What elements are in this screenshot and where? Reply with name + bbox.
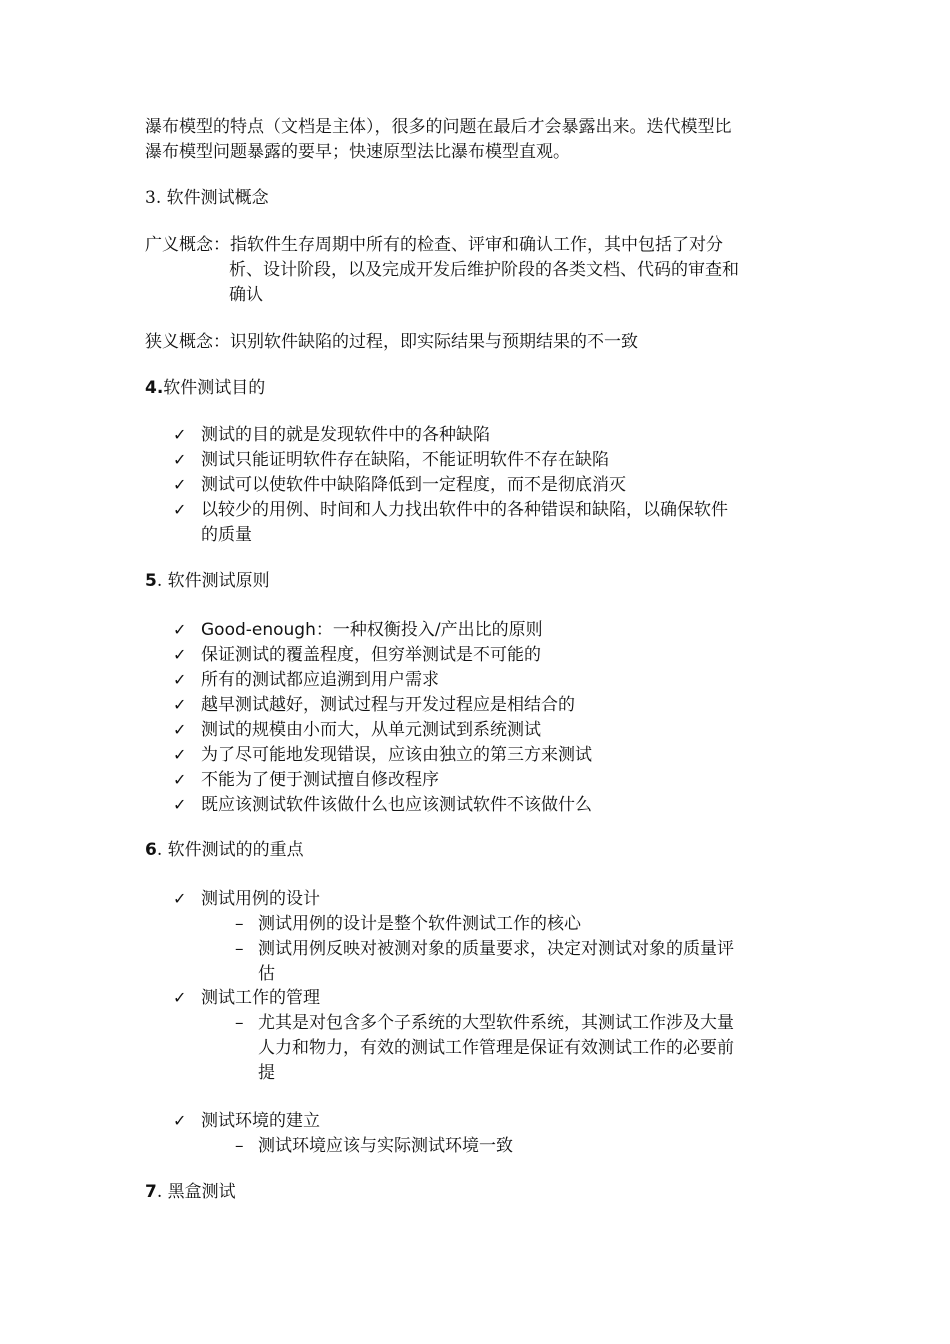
check-icon: ✓	[173, 695, 187, 714]
dash-icon: –	[235, 914, 244, 934]
broad-concept-label: 广义概念：	[145, 235, 230, 255]
section-6-title: . 软件测试的的重点	[156, 840, 304, 860]
sub-list-item: 测试环境应该与实际测试环境一致	[258, 1136, 513, 1156]
list-item: 测试只能证明软件存在缺陷，不能证明软件不存在缺陷	[201, 450, 609, 470]
section-5-heading	[145, 569, 270, 593]
list-item: 所有的测试都应追溯到用户需求	[201, 670, 439, 690]
sub-list-item: 测试用例的设计是整个软件测试工作的核心	[258, 914, 581, 934]
section-5-title: . 软件测试原则	[156, 571, 270, 591]
good-enough-term: Good-enough	[201, 620, 316, 640]
section-5-number: 5	[145, 571, 157, 591]
sub-list-item-continuation: 提	[258, 1063, 275, 1083]
list-item: 为了尽可能地发现错误，应该由独立的第三方来测试	[201, 745, 592, 765]
list-item: 测试环境的建立	[201, 1111, 320, 1131]
check-icon: ✓	[173, 500, 187, 519]
broad-concept-text-1: 指软件生存周期中所有的检查、评审和确认工作，其中包括了对分	[230, 235, 723, 255]
section-3-heading: 3. 软件测试概念	[145, 188, 269, 208]
check-icon: ✓	[173, 988, 187, 1007]
list-item: 测试的目的就是发现软件中的各种缺陷	[201, 425, 490, 445]
list-item: 既应该测试软件该做什么也应该测试软件不该做什么	[201, 795, 592, 815]
check-icon: ✓	[173, 645, 187, 664]
list-item: 测试的规模由小而大，从单元测试到系统测试	[201, 720, 541, 740]
check-icon: ✓	[173, 620, 187, 639]
dash-icon: –	[235, 1136, 244, 1156]
sub-list-item: 测试用例反映对被测对象的质量要求，决定对测试对象的质量评	[258, 939, 734, 959]
list-item: 不能为了便于测试擅自修改程序	[201, 770, 439, 790]
list-item-continuation: 的质量	[201, 525, 252, 545]
check-icon: ✓	[173, 745, 187, 764]
sub-list-item-continuation: 估	[258, 964, 275, 984]
broad-concept-text-2: 析、设计阶段，以及完成开发后维护阶段的各类文档、代码的审查和	[229, 260, 739, 280]
sub-list-item-continuation: 人力和物力，有效的测试工作管理是保证有效测试工作的必要前	[258, 1038, 734, 1058]
dash-icon: –	[235, 939, 244, 959]
list-item: 测试工作的管理	[201, 988, 320, 1008]
check-icon: ✓	[173, 889, 187, 908]
check-icon: ✓	[173, 720, 187, 739]
broad-concept-text-3: 确认	[229, 285, 263, 305]
check-icon: ✓	[173, 670, 187, 689]
list-item: 保证测试的覆盖程度，但穷举测试是不可能的	[201, 645, 541, 665]
check-icon: ✓	[173, 770, 187, 789]
list-item: 越早测试越好，测试过程与开发过程应是相结合的	[201, 695, 575, 715]
list-item	[201, 618, 543, 642]
section-6-heading	[145, 838, 304, 862]
broad-concept	[145, 233, 723, 257]
good-enough-desc: ：一种权衡投入/产出比的原则	[315, 620, 543, 640]
section-7-title: . 黑盒测试	[156, 1182, 236, 1202]
check-icon: ✓	[173, 1111, 187, 1130]
section-7-heading	[145, 1180, 236, 1204]
intro-line-1: 瀑布模型的特点（文档是主体），很多的问题在最后才会暴露出来。迭代模型比	[145, 117, 732, 137]
section-4-title: 软件测试目的	[163, 378, 266, 398]
section-4-number: 4.	[145, 378, 164, 398]
dash-icon: –	[235, 1013, 244, 1033]
section-7-number: 7	[145, 1182, 157, 1202]
list-item: 测试可以使软件中缺陷降低到一定程度，而不是彻底消灭	[201, 475, 626, 495]
list-item: 以较少的用例、时间和人力找出软件中的各种错误和缺陷，以确保软件	[201, 500, 728, 520]
check-icon: ✓	[173, 425, 187, 444]
check-icon: ✓	[173, 450, 187, 469]
narrow-concept: 狭义概念：识别软件缺陷的过程，即实际结果与预期结果的不一致	[145, 332, 638, 352]
section-6-number: 6	[145, 840, 157, 860]
intro-line-2: 瀑布模型问题暴露的要早；快速原型法比瀑布模型直观。	[145, 142, 570, 162]
list-item: 测试用例的设计	[201, 889, 320, 909]
check-icon: ✓	[173, 795, 187, 814]
sub-list-item: 尤其是对包含多个子系统的大型软件系统，其测试工作涉及大量	[258, 1013, 734, 1033]
check-icon: ✓	[173, 475, 187, 494]
section-4-heading	[145, 376, 265, 400]
